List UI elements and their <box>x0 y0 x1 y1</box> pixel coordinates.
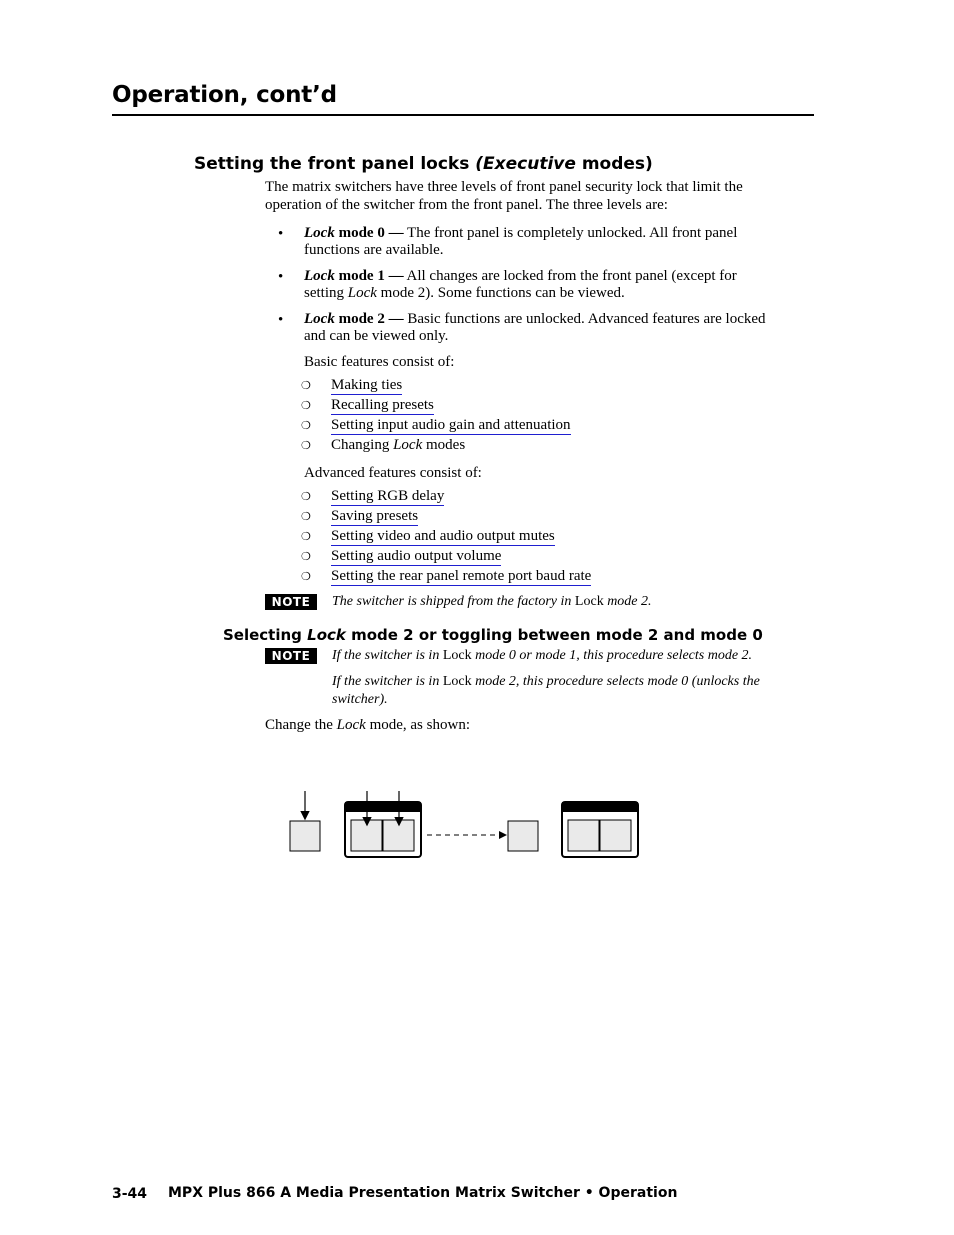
note-mode-0-or-1 <box>332 647 752 665</box>
link-setting-output-mutes[interactable]: Setting video and audio output mutes <box>331 528 555 544</box>
bullet-em: Lock <box>304 225 335 241</box>
item-pre: Changing <box>331 437 394 453</box>
note-pre: If the switcher is in <box>332 674 443 689</box>
link-setting-audio-output-volume[interactable]: Setting audio output volume <box>331 548 502 564</box>
section-title-em: (Executive <box>475 154 576 174</box>
procedure-heading-pre: Selecting <box>223 626 308 644</box>
bullet-em: Lock <box>304 268 335 284</box>
button-sequence-diagram <box>280 785 650 870</box>
bullet-marker: • <box>278 269 284 285</box>
note-post: mode 0 or mode 1, this procedure selects mode 2. <box>471 648 753 663</box>
note-badge: NOTE <box>265 594 317 610</box>
bullet-text-em: Lock <box>347 285 377 301</box>
bullet-bold: mode 2 — <box>334 311 404 327</box>
link-saving-presets[interactable]: Saving presets <box>331 508 419 524</box>
button-key <box>508 821 538 851</box>
intro-paragraph <box>265 178 805 214</box>
intro-line-2: operation of the switcher from the front panel. The three levels are: <box>265 197 668 213</box>
bullet-marker: • <box>278 226 284 242</box>
instruction-pre: Change the <box>265 717 337 733</box>
bullet-bold: mode 0 — <box>334 225 404 241</box>
button-key-left <box>351 820 382 851</box>
bullet-lock-mode-2 <box>304 311 809 345</box>
note-factory-lock <box>332 593 652 611</box>
heading-rule <box>112 114 814 116</box>
page-heading: Operation, cont’d <box>112 82 337 108</box>
bullet-bold: mode 1 — <box>334 268 404 284</box>
footer-title: MPX Plus 866 A Media Presentation Matrix Switcher • Operation <box>168 1185 678 1201</box>
section-title <box>194 154 653 174</box>
change-lock-instruction <box>265 716 470 734</box>
bullet-text: Basic functions are unlocked. Advanced features are locked <box>403 311 766 327</box>
sub-bullet-marker: ❍ <box>301 420 311 432</box>
intro-line-1: The matrix switchers have three levels of front panel security lock that limit the <box>265 179 743 195</box>
sub-bullet-marker: ❍ <box>301 491 311 503</box>
procedure-heading <box>223 626 763 644</box>
bullet-text: The front panel is completely unlocked. All front panel <box>403 225 738 241</box>
procedure-heading-em: Lock <box>307 626 346 644</box>
note-word: Lock <box>442 674 472 689</box>
bullet-text-post: mode 2). Some functions can be viewed. <box>376 285 625 301</box>
link-making-ties[interactable]: Making ties <box>331 377 403 393</box>
instruction-post: mode, as shown: <box>365 717 470 733</box>
button-pair-frame <box>345 791 421 857</box>
sub-bullet-marker: ❍ <box>301 531 311 543</box>
button-key-left <box>568 820 599 851</box>
note-mode-2 <box>332 673 802 709</box>
note-line-2: switcher). <box>332 692 388 707</box>
button-pair-frame <box>562 802 638 857</box>
link-recalling-presets[interactable]: Recalling presets <box>331 397 434 413</box>
bullet-marker: • <box>278 312 284 328</box>
enter-button <box>290 791 320 851</box>
basic-features-label: Basic features consist of: <box>304 354 455 370</box>
sub-bullet-marker: ❍ <box>301 400 311 412</box>
note-word: Lock <box>574 594 604 609</box>
bullet-em: Lock <box>304 311 335 327</box>
bullet-text-line-2: and can be viewed only. <box>304 328 449 344</box>
bullet-lock-mode-1 <box>304 268 809 302</box>
bullet-text: All changes are locked from the front panel (except for <box>403 268 737 284</box>
sub-bullet-marker: ❍ <box>301 571 311 583</box>
item-changing-lock-modes <box>331 436 465 454</box>
note-word: Lock <box>442 648 472 663</box>
advanced-features-label: Advanced features consist of: <box>304 465 482 481</box>
page-number: 3-44 <box>112 1186 148 1202</box>
procedure-heading-post: mode 2 or toggling between mode 2 and mode 0 <box>345 626 763 644</box>
note-pre: If the switcher is in <box>332 648 443 663</box>
link-setting-rgb-delay[interactable]: Setting RGB delay <box>331 488 445 504</box>
section-title-pre: Setting the front panel locks <box>194 154 476 174</box>
note-post: mode 2, this procedure selects mode 0 (unlocks the <box>471 674 760 689</box>
sub-bullet-marker: ❍ <box>301 440 311 452</box>
sub-bullet-marker: ❍ <box>301 380 311 392</box>
sub-bullet-marker: ❍ <box>301 551 311 563</box>
item-post: modes <box>422 437 466 453</box>
sub-bullet-marker: ❍ <box>301 511 311 523</box>
instruction-em: Lock <box>336 717 366 733</box>
link-setting-baud-rate[interactable]: Setting the rear panel remote port baud rate <box>331 568 592 584</box>
section-title-post: modes) <box>575 154 653 174</box>
bullet-text-pre: setting <box>304 285 348 301</box>
note-pre: The switcher is shipped from the factory in <box>332 594 575 609</box>
note-badge: NOTE <box>265 648 317 664</box>
link-setting-input-audio-gain[interactable]: Setting input audio gain and attenuation <box>331 417 571 433</box>
button-key-right <box>600 820 631 851</box>
bullet-lock-mode-0 <box>304 225 809 259</box>
button-key <box>290 821 320 851</box>
bullet-text-line-2: functions are available. <box>304 242 444 258</box>
note-post: mode 2. <box>603 594 652 609</box>
item-em: Lock <box>393 437 423 453</box>
button-key-right <box>383 820 414 851</box>
